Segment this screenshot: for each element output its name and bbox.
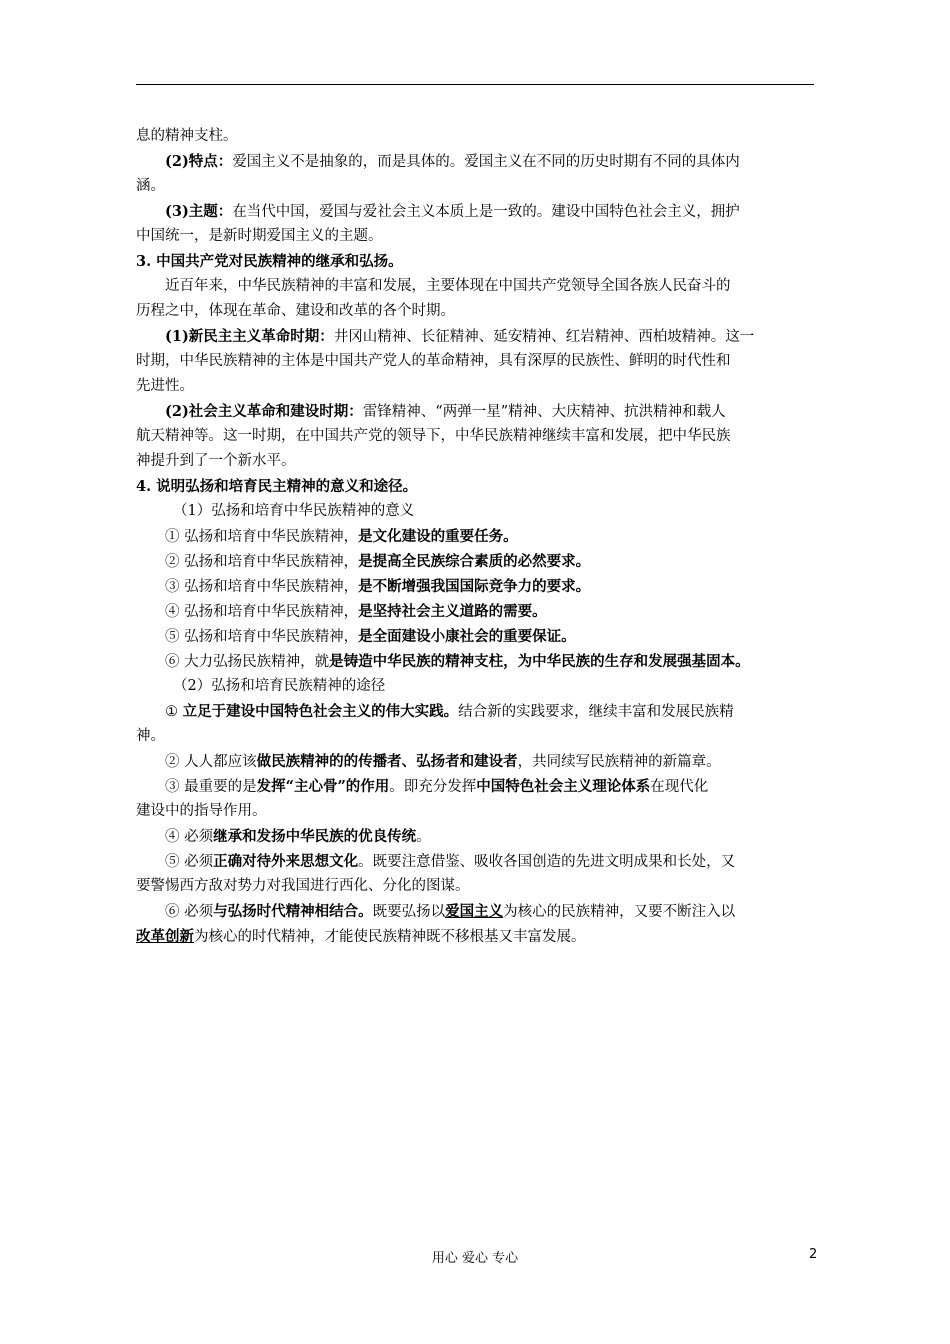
period-label: (1)新民主主义革命时期： [165, 328, 334, 345]
text: 爱国主义不是抽象的，而是具体的。爱国主义在不同的历史时期有不同的具体内 [232, 154, 740, 170]
text: 。即充分发挥 [389, 779, 477, 795]
text: （1）弘扬和培育中华民族精神的意义 [173, 503, 415, 519]
emphasis: 做民族精神的的传播者、弘扬者和建设者 [256, 753, 518, 770]
emphasis: 是提高全民族综合素质的必然要求。 [358, 553, 591, 570]
text-line [136, 149, 816, 174]
underlined-term: 改革创新 [136, 928, 194, 945]
text: ⑤ 必须 [165, 854, 214, 870]
text: ③ 最重要的是 [165, 779, 257, 795]
underlined-term: 爱国主义 [445, 903, 504, 920]
emphasis: 是文化建设的重要任务。 [358, 528, 518, 545]
text: ② 弘扬和培育中华民族精神， [165, 554, 359, 570]
text-line [136, 374, 816, 399]
text: 近百年来，中华民族精神的丰富和发展，主要体现在中国共产党领导全国各族人民奋斗的 [165, 278, 731, 294]
heading-text: 4. 说明弘扬和培育民主精神的意义和途径。 [136, 478, 418, 495]
text: 历程之中，体现在革命、建设和改革的各个时期。 [136, 303, 455, 319]
list-item [136, 774, 816, 799]
emphasis: 正确对待外来思想文化 [213, 853, 359, 870]
text: 。 [416, 829, 431, 845]
page-footer: 用心 爱心 专心 [431, 1251, 519, 1266]
text: 。既要注意借鉴、吸收各国创造的先进文明成果和长处，又 [358, 854, 736, 870]
text: 在现代化 [650, 779, 709, 795]
header-rule [136, 84, 814, 85]
list-item [136, 524, 816, 549]
text-line [136, 349, 816, 374]
text: ③ 弘扬和培育中华民族精神， [165, 579, 359, 595]
emphasis: 是铸造中华民族的精神支柱，为中华民族的生存和发展强基固本。 [329, 653, 750, 670]
list-item [136, 749, 816, 774]
text: 既要弘扬以 [372, 904, 446, 920]
text: 井冈山精神、长征精神、延安精神、红岩精神、西柏坡精神。这一 [333, 329, 755, 345]
text: ① [165, 704, 183, 720]
text-line [136, 924, 816, 949]
text: ⑥ 大力弘扬民族精神，就 [165, 654, 330, 670]
list-item [136, 549, 816, 574]
period-label: (2)社会主义革命和建设时期： [165, 403, 363, 420]
emphasis: 发挥“主心骨”的作用 [256, 778, 390, 795]
emphasis: 与弘扬时代精神相结合。 [213, 903, 373, 920]
section-heading [136, 474, 816, 499]
text-line [136, 174, 816, 199]
text: 涵。 [136, 178, 165, 194]
text-line [136, 274, 816, 299]
emphasis: 是坚持社会主义道路的需要。 [358, 603, 547, 620]
text: 航天精神等。这一时期，在中国共产党的领导下，中华民族精神继续丰富和发展，把中华民族 [136, 428, 731, 444]
text-line [136, 224, 816, 249]
text: ④ 必须 [165, 829, 214, 845]
text: 结合新的实践要求，继续丰富和发展民族精 [458, 704, 734, 720]
text: 为核心的民族精神，又要不断注入以 [503, 904, 736, 920]
text-line [136, 399, 816, 424]
text: 在当代中国，爱国与爱社会主义本质上是一致的。建设中国特色社会主义，拥护 [232, 204, 740, 220]
list-item [136, 624, 816, 649]
text: ② 人人都应该 [165, 754, 257, 770]
heading-text: 3. 中国共产党对民族精神的继承和弘扬。 [136, 253, 403, 270]
emphasis: 继承和发扬中华民族的优良传统 [213, 828, 417, 845]
text-line [136, 199, 816, 224]
section-heading [136, 249, 816, 274]
text: 建设中的指导作用。 [136, 803, 267, 819]
text: ，共同续写民族精神的新篇章。 [517, 754, 721, 770]
text: 神提升到了一个新水平。 [136, 453, 296, 469]
emphasis: 是不断增强我国国际竞争力的要求。 [358, 578, 591, 595]
page-number: 2 [809, 1247, 818, 1262]
page-body [136, 124, 816, 949]
text-line [136, 424, 816, 449]
list-item [136, 899, 816, 924]
text-line [136, 324, 816, 349]
theme-label: (3)主题： [165, 203, 233, 220]
text-line [136, 724, 816, 749]
text: （2）弘扬和培育民族精神的途径 [173, 678, 386, 694]
feature-label: (2)特点： [165, 153, 233, 170]
list-item [136, 699, 816, 724]
text: 中国统一，是新时期爱国主义的主题。 [136, 228, 383, 244]
text-line [136, 874, 816, 899]
text-line [136, 124, 816, 149]
text: 为核心的时代精神，才能使民族精神既不移根基又丰富发展。 [194, 929, 586, 945]
text-line [136, 449, 816, 474]
list-item [136, 824, 816, 849]
text: ⑥ 必须 [165, 904, 214, 920]
list-item [136, 649, 816, 674]
text: 雷锋精神、“两弹一星”精神、大庆精神、抗洪精神和载人 [362, 404, 726, 420]
list-item [136, 574, 816, 599]
text: 神。 [136, 728, 165, 744]
emphasis: 是全面建设小康社会的重要保证。 [358, 628, 576, 645]
list-item [136, 599, 816, 624]
sub-heading [136, 499, 816, 524]
text: ① 弘扬和培育中华民族精神， [165, 529, 359, 545]
text: 要警惕西方敌对势力对我国进行西化、分化的图谋。 [136, 878, 470, 894]
text: ④ 弘扬和培育中华民族精神， [165, 604, 359, 620]
sub-heading [136, 674, 816, 699]
text-line [136, 299, 816, 324]
emphasis: 立足于建设中国特色社会主义的伟大实践。 [182, 703, 459, 720]
list-item [136, 849, 816, 874]
text-line [136, 799, 816, 824]
text: 时期，中华民族精神的主体是中国共产党人的革命精神，具有深厚的民族性、鲜明的时代性和 [136, 353, 731, 369]
text: ⑤ 弘扬和培育中华民族精神， [165, 629, 359, 645]
text: 息的精神支柱。 [136, 128, 238, 144]
text: 先进性。 [136, 378, 194, 394]
emphasis: 中国特色社会主义理论体系 [476, 778, 651, 795]
